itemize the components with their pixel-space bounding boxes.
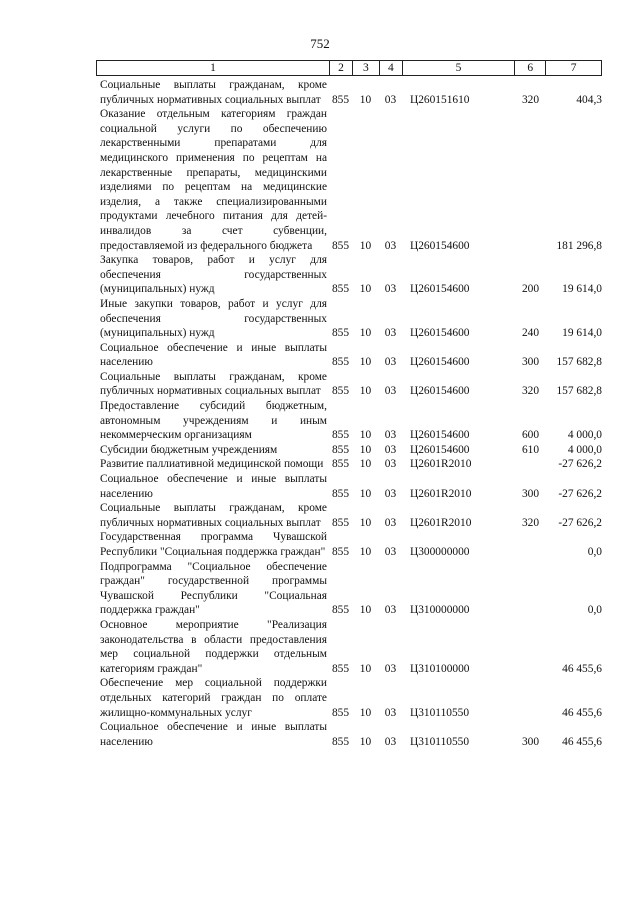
- row-section: 855: [331, 516, 350, 529]
- row-target-code: Ц2601R2010: [410, 458, 472, 471]
- row-subsection: 10: [359, 283, 372, 296]
- row-name: Социальные выплаты гражданам, кроме публичных нормативных социальных выплат: [100, 79, 327, 106]
- row-amount: 0,0: [587, 604, 602, 617]
- table-row: [96, 370, 602, 399]
- table-row: [96, 618, 602, 676]
- row-subsection-2: 03: [384, 239, 397, 252]
- row-name: Социальные выплаты гражданам, кроме публичных нормативных социальных выплат: [100, 370, 327, 398]
- row-amount: 19 614,0: [562, 327, 602, 340]
- row-subsection-2: 03: [384, 516, 397, 529]
- header-col-4: 4: [379, 61, 402, 75]
- table-row: [96, 253, 602, 297]
- row-section: 855: [331, 443, 350, 456]
- row-name: Социальное обеспечение и иные выплаты населению: [100, 341, 327, 369]
- row-target-code: Ц310110550: [410, 735, 470, 748]
- row-subsection: 10: [359, 487, 372, 500]
- row-target-code: Ц260154600: [410, 429, 470, 442]
- row-expense-type: 300: [521, 735, 540, 748]
- page-number: 752: [310, 36, 330, 51]
- header-col-7: 7: [545, 61, 601, 75]
- row-subsection: 10: [359, 327, 372, 340]
- table-row: [96, 530, 602, 559]
- row-amount: -27 626,2: [558, 487, 602, 500]
- row-name: Предоставление субсидий бюджетным, автономным учреждениям и иным некоммерческим организациям: [100, 400, 327, 442]
- row-target-code: Ц260154600: [410, 356, 470, 369]
- row-section: 855: [331, 487, 350, 500]
- row-subsection-2: 03: [384, 93, 397, 106]
- row-subsection-2: 03: [384, 662, 397, 675]
- header-col-5: 5: [402, 61, 515, 75]
- row-amount: 19 614,0: [562, 283, 602, 296]
- row-section: 855: [331, 735, 350, 748]
- row-subsection: 10: [359, 735, 372, 748]
- row-name: Подпрограмма "Социальное обеспечение граждан" государственной программы Чувашской Республики "Социальная поддержка граждан": [100, 560, 327, 617]
- row-amount: -27 626,2: [558, 458, 602, 471]
- row-amount: 4 000,0: [567, 429, 602, 442]
- row-target-code: Ц300000000: [410, 546, 470, 558]
- row-subsection-2: 03: [384, 735, 397, 748]
- row-subsection-2: 03: [384, 327, 397, 340]
- row-amount: 46 455,6: [562, 735, 602, 748]
- row-section: 855: [331, 604, 350, 617]
- row-target-code: Ц260154600: [410, 239, 470, 252]
- row-expense-type: 600: [521, 429, 540, 442]
- row-amount: 4 000,0: [567, 443, 602, 456]
- row-subsection: 10: [359, 546, 372, 558]
- row-target-code: Ц310110550: [410, 706, 470, 719]
- row-expense-type: 320: [521, 93, 540, 106]
- row-target-code: Ц260154600: [410, 443, 470, 456]
- row-subsection-2: 03: [384, 487, 397, 500]
- row-target-code: Ц310000000: [410, 604, 470, 617]
- row-expense-type: 320: [521, 385, 540, 398]
- row-section: 855: [331, 706, 350, 719]
- row-expense-type: 200: [521, 283, 540, 296]
- row-section: 855: [331, 93, 350, 106]
- table-row: [96, 457, 602, 472]
- row-expense-type: 610: [521, 443, 540, 456]
- header-col-2: 2: [329, 61, 352, 75]
- row-subsection-2: 03: [384, 283, 397, 296]
- header-col-6: 6: [514, 61, 545, 75]
- table-row: [96, 560, 602, 618]
- table-row: [96, 501, 602, 530]
- row-subsection: 10: [359, 706, 372, 719]
- row-subsection: 10: [359, 93, 372, 106]
- row-amount: 0,0: [587, 546, 602, 558]
- row-subsection: 10: [359, 356, 372, 369]
- row-subsection: 10: [359, 662, 372, 675]
- row-section: 855: [331, 283, 350, 296]
- header-col-1: 1: [210, 62, 216, 74]
- table-row: [96, 720, 602, 749]
- row-subsection: 10: [359, 604, 372, 617]
- row-name: Закупка товаров, работ и услуг для обеспечения государственных (муниципальных) нужд: [100, 254, 327, 296]
- row-subsection-2: 03: [384, 443, 397, 456]
- table-row: [96, 297, 602, 341]
- table-row: [96, 107, 602, 253]
- row-subsection: 10: [359, 458, 372, 471]
- row-target-code: Ц260154600: [410, 283, 470, 296]
- row-subsection-2: 03: [384, 458, 397, 471]
- budget-table: [96, 60, 602, 749]
- row-amount: -27 626,2: [558, 516, 602, 529]
- row-amount: 404,3: [576, 93, 602, 106]
- row-subsection: 10: [359, 443, 372, 456]
- row-section: 855: [331, 356, 350, 369]
- table-row: [96, 676, 602, 720]
- table-row: [96, 443, 602, 458]
- row-section: 855: [331, 385, 350, 398]
- row-expense-type: 320: [521, 516, 540, 529]
- row-amount: 157 682,8: [556, 356, 602, 369]
- row-subsection-2: 03: [384, 546, 397, 558]
- row-amount: 157 682,8: [556, 385, 602, 398]
- row-amount: 46 455,6: [562, 706, 602, 719]
- row-name: Государственная программа Чувашской Республики "Социальная поддержка граждан": [100, 531, 327, 558]
- row-expense-type: 300: [521, 487, 540, 500]
- header-col-3: 3: [352, 61, 379, 75]
- row-expense-type: 240: [521, 327, 540, 340]
- row-name: Оказание отдельным категориям граждан социальной услуги по обеспечению лекарственными препаратами для медицинского применения по рецептам на лекарственные препараты, медицинскими изделиями по рецептам на медицинские изделия, а также специализированными продуктами лечебного питания для детей-инвалидов за счет субвенции, предоставляемой из федерального бюджета: [100, 108, 327, 252]
- row-section: 855: [331, 429, 350, 442]
- table-row: [96, 78, 602, 107]
- table-body: [96, 78, 602, 749]
- table-header: [96, 60, 602, 76]
- row-subsection-2: 03: [384, 706, 397, 719]
- row-target-code: Ц2601R2010: [410, 516, 472, 529]
- row-expense-type: 300: [521, 356, 540, 369]
- row-subsection-2: 03: [384, 385, 397, 398]
- table-row: [96, 341, 602, 370]
- row-subsection: 10: [359, 239, 372, 252]
- row-name: Иные закупки товаров, работ и услуг для обеспечения государственных (муниципальных) нужд: [100, 297, 327, 340]
- row-name: Социальное обеспечение и иные выплаты населению: [100, 473, 327, 500]
- table-row: [96, 399, 602, 443]
- row-amount: 181 296,8: [556, 239, 602, 252]
- row-subsection-2: 03: [384, 604, 397, 617]
- row-subsection-2: 03: [384, 356, 397, 369]
- row-section: 855: [331, 546, 350, 558]
- row-name: Обеспечение мер социальной поддержки отдельных категорий граждан по оплате жилищно-коммунальных услуг: [100, 677, 327, 719]
- row-name: Основное мероприятие "Реализация законодательства в области предоставления мер социальной поддержки отдельным категориям граждан": [100, 618, 327, 675]
- row-name: Социальные выплаты гражданам, кроме публичных нормативных социальных выплат: [100, 502, 327, 529]
- row-subsection-2: 03: [384, 429, 397, 442]
- row-target-code: Ц260154600: [410, 385, 470, 398]
- row-target-code: Ц2601R2010: [410, 487, 472, 500]
- row-target-code: Ц260151610: [410, 93, 470, 106]
- row-target-code: Ц310100000: [410, 662, 470, 675]
- row-name: Социальное обеспечение и иные выплаты населению: [100, 721, 327, 748]
- row-section: 855: [331, 239, 350, 252]
- row-section: 855: [331, 327, 350, 340]
- table-row: [96, 472, 602, 501]
- row-section: 855: [331, 458, 350, 471]
- row-target-code: Ц260154600: [410, 327, 470, 340]
- row-name: Развитие паллиативной медицинской помощи: [100, 458, 324, 471]
- row-subsection: 10: [359, 516, 372, 529]
- row-subsection: 10: [359, 429, 372, 442]
- row-subsection: 10: [359, 385, 372, 398]
- row-amount: 46 455,6: [562, 662, 602, 675]
- row-section: 855: [331, 662, 350, 675]
- row-name: Субсидии бюджетным учреждениям: [100, 443, 278, 456]
